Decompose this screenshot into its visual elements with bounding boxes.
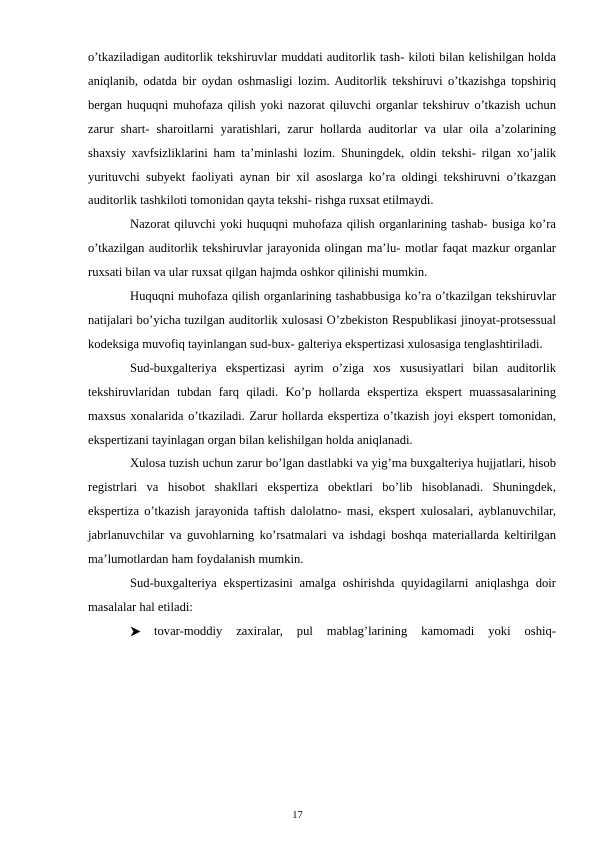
page-number: 17 xyxy=(292,810,303,821)
document-page xyxy=(88,46,556,644)
paragraph-3: Huquqni muhofaza qilish organlarining tashabbusiga ko’ra o’tkazilgan tekshiruvlar natijalari bo’yicha tuzilgan auditorlik xulosasi O’zbekiston Respublikasi jinoyat-protsessual kodeksiga muvofiq tayinlangan sud-bux- galteriya ekspertizasi xulosasiga tenglashtiriladi. xyxy=(88,289,556,351)
paragraph-1: o’tkaziladigan auditorlik tekshiruvlar muddati auditorlik tash- kiloti bilan kelishilgan holda aniqlanib, odatda bir oydan oshmasligi lozim. Auditorlik tekshiruvi o’tkazishga topshiriq bergan huquqni muhofaza qilish yoki nazorat qiluvchi organlar tekshiruv o’tkazish uchun zarur shart- sharoitlarni yaratishlari, zarur hollarda auditorlar va ular oila a’zolarining shaxsiy xavfsizliklarini ham ta’minlashi lozim. Shuningdek, oldin tekshi- rilgan xo’jalik yurituvchi subyekt faoliyati aynan bir xil asoslarga ko’ra oldingi tekshiruvni o’tkazgan auditorlik tashkiloti tomonidan qayta tekshi- rishga ruxsat etilmaydi. xyxy=(88,50,556,208)
paragraph-4: Sud-buxgalteriya ekspertizasi ayrim o’ziga xos xususiyatlari bilan auditorlik tekshiruvlaridan tubdan farq qiladi. Ko’p hollarda ekspertiza ekspert muassasalarining maxsus xonalarida o’tkaziladi. Zarur hollarda ekspertiza o’tkazish joyi ekspert tomonidan, ekspertizani tayinlagan organ bilan kelishilgan holda aniqlanadi. xyxy=(88,360,556,447)
paragraph-5: Xulosa tuzish uchun zarur bo’lgan dastlabki va yig’ma buxgalteriya hujjatlari, hisob registrlari va hisobot shakllari ekspertiza obektlari bo’lib hisoblanadi. Shuningdek, ekspertiza o’tkazish jarayonida taftish dalolatno- masi, ekspert xulosalari, ayblanuvchilar, jabrlanuvchilar va guvohlarning ko’rsatmalari va ishdagi boshqa materiallarda keltirilgan ma’lumotlardan ham foydalanish mumkin. xyxy=(88,456,556,567)
paragraph-2: Nazorat qiluvchi yoki huquqni muhofaza qilish organlarining tashab- busiga ko’ra o’tkazilgan auditorlik tekshiruvlar jarayonida olingan ma’lu- motlar faqat mazkur organlar ruxsati bilan va ular ruxsat qilgan hajmda oshkor qilinishi mumkin. xyxy=(88,217,556,280)
arrowhead-bullet-icon xyxy=(130,626,141,637)
bullet-text: tovar-moddiy zaxiralar, pul mablag’larining kamomadi yoki oshiq- xyxy=(154,623,556,638)
paragraph-6: Sud-buxgalteriya ekspertizasini amalga oshirishda quyidagilarni aniqlashga doir masalalar hal etiladi: xyxy=(88,575,556,614)
bullet-item xyxy=(88,620,556,644)
